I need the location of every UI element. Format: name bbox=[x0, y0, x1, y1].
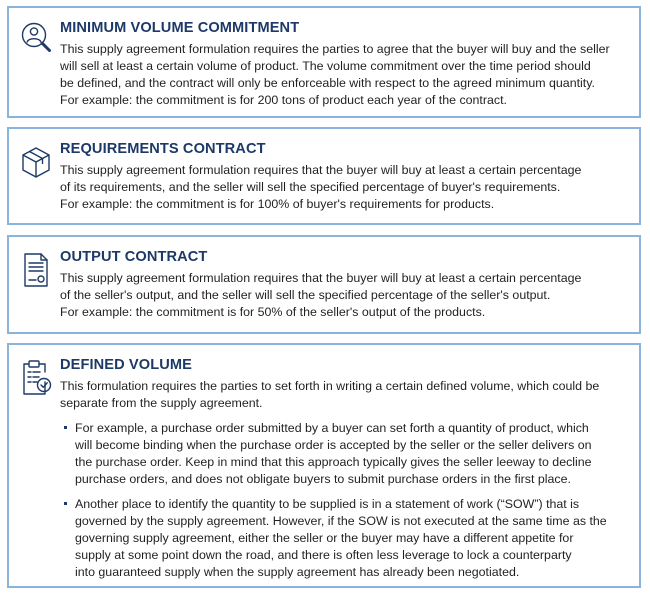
minimum-volume-commitment-card bbox=[7, 6, 641, 118]
section-description bbox=[60, 270, 631, 321]
text-line: separate from the supply agreement. bbox=[60, 396, 263, 410]
text-line: governing supply agreement, either the seller or the buyer may have a different appetite for bbox=[75, 531, 574, 545]
text-line: of its requirements, and the seller will sell the specified percentage of buyer's requirements. bbox=[60, 180, 561, 194]
text-line: For example: the commitment is for 200 tons of product each year of the contract. bbox=[60, 93, 507, 107]
text-line: For example, a purchase order submitted by a buyer can set forth a quantity of product, which bbox=[75, 421, 589, 435]
section-description bbox=[60, 378, 631, 412]
section-title: DEFINED VOLUME bbox=[60, 357, 192, 373]
text-line: For example: the commitment is for 50% of the seller's output of the products. bbox=[60, 305, 486, 319]
section-description bbox=[60, 162, 631, 213]
bullet-list bbox=[60, 420, 631, 581]
bullet-item bbox=[64, 420, 631, 488]
bullet-item bbox=[64, 496, 631, 581]
text-line: the purchase order. Keep in mind that this approach typically gives the seller leeway to decline bbox=[75, 455, 592, 469]
text-line: For example: the commitment is for 100% of buyer's requirements for products. bbox=[60, 197, 495, 211]
requirements-contract-card bbox=[7, 127, 641, 225]
section-description bbox=[60, 41, 631, 109]
text-line: This formulation requires the parties to set forth in writing a certain defined volume, which could be bbox=[60, 379, 600, 393]
text-line: be defined, and the contract will only be enforceable with respect to the agreed minimum quantity. bbox=[60, 76, 595, 90]
clipboard-check-icon bbox=[19, 358, 53, 396]
magnifier-person-icon bbox=[19, 20, 53, 58]
text-line: This supply agreement formulation requires that the buyer will buy at least a certain percentage bbox=[60, 163, 582, 177]
text-line: will become binding when the purchase order is accepted by the seller or the seller delivers on bbox=[75, 438, 592, 452]
section-title: OUTPUT CONTRACT bbox=[60, 249, 208, 265]
document-seal-icon bbox=[19, 251, 53, 289]
text-line: purchase orders, and does not obligate buyers to submit purchase orders in the first place. bbox=[75, 472, 571, 486]
text-line: supply at some point down the road, and there is often less leverage to lock a counterparty bbox=[75, 548, 572, 562]
text-line: will sell at least a certain volume of product. The volume commitment over the time period should bbox=[60, 59, 591, 73]
text-line: of the seller's output, and the seller will sell the specified percentage of the seller's output. bbox=[60, 288, 551, 302]
text-line: governed by the supply agreement. However, if the SOW is not executed at the same time as the bbox=[75, 514, 607, 528]
output-contract-card bbox=[7, 235, 641, 334]
text-line: This supply agreement formulation requires the parties to agree that the buyer will buy and the seller bbox=[60, 42, 610, 56]
text-line: This supply agreement formulation requires that the buyer will buy at least a certain percentage bbox=[60, 271, 582, 285]
defined-volume-card bbox=[7, 343, 641, 588]
package-box-icon bbox=[19, 143, 53, 181]
section-title: MINIMUM VOLUME COMMITMENT bbox=[60, 20, 300, 36]
text-line: into guaranteed supply when the supply agreement has already been negotiated. bbox=[75, 565, 520, 579]
section-title: REQUIREMENTS CONTRACT bbox=[60, 141, 266, 157]
text-line: Another place to identify the quantity to be supplied is in a statement of work (“SOW”) that is bbox=[75, 497, 580, 511]
